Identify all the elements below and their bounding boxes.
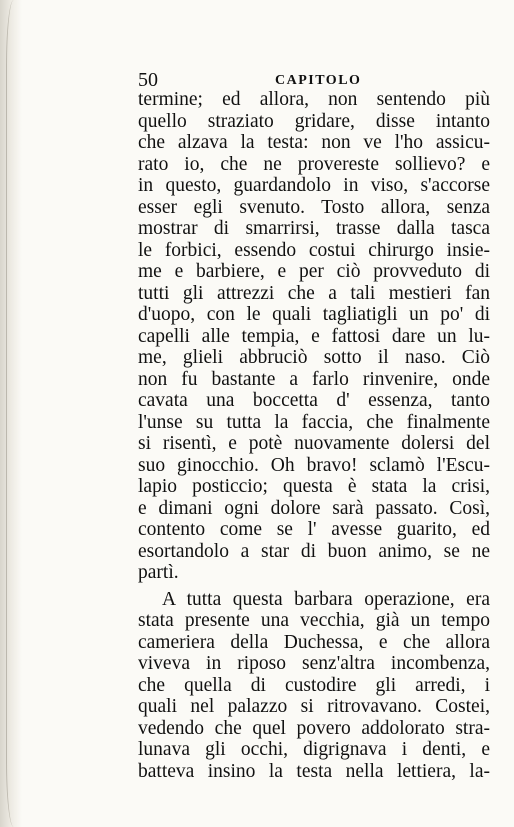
page-number: 50 [138, 69, 158, 91]
text-line: mostrar di smarrirsi, trasse dalla tasca [138, 218, 490, 239]
text-line: capelli alle tempia, e fattosi dare un lu- [138, 325, 490, 347]
text-line: contento come se l' avesse guarito, ed [138, 519, 490, 540]
text-line: termine; ed allora, non sentendo più [138, 89, 490, 110]
text-line: suo ginocchio. Oh bravo! sclamò l'Escu- [138, 454, 490, 476]
text-line: A tutta questa barbara operazione, era [162, 588, 490, 610]
text-line: che quella di custodire gli arredi, i [138, 674, 490, 696]
running-title: CAPITOLO [275, 73, 362, 88]
text-line: le forbici, essendo costui chirurgo insie- [138, 239, 490, 261]
text-line: che alzava la testa: non ve l'ho assicu- [138, 132, 490, 153]
text-line: stata presente una vecchia, già un tempo [138, 610, 490, 631]
text-line: lunava gli occhi, digrignava i denti, e [138, 739, 490, 760]
page-edge [6, 0, 25, 827]
text-line: me e barbiere, e per ciò provveduto di [138, 261, 490, 282]
text-line: viveva in riposo senz'altra incombenza, [138, 653, 490, 674]
text-line: esser egli svenuto. Tosto allora, senza [138, 196, 490, 218]
text-line: rato io, che ne provereste sollievo? e [138, 153, 490, 175]
paragraph-1 [138, 89, 490, 584]
text-line: quali nel palazzo si ritrovavano. Costei, [138, 696, 490, 717]
text-line: quello straziato gridare, disse intanto [138, 110, 490, 132]
text-line: d'uopo, con le quali tagliatigli un po' di [138, 304, 490, 325]
paragraph-2 [138, 589, 490, 783]
text-line: tutti gli attrezzi che a tali mestieri fan [138, 282, 490, 304]
body-text [138, 89, 490, 782]
text-line: cavata una boccetta d' essenza, tanto [138, 390, 490, 411]
text-line: e dimani ogni dolore sarà passato. Così, [138, 497, 490, 519]
text-line: non fu bastante a farlo rinvenire, onde [138, 368, 490, 390]
text-line: me, glieli abbruciò sotto il naso. Ciò [138, 347, 490, 368]
text-line: partì. [138, 562, 179, 583]
text-line: lapio posticcio; questa è stata la crisi, [138, 476, 490, 497]
text-line: vedendo che quel povero addolorato stra- [138, 717, 490, 739]
text-line: in questo, guardandolo in viso, s'accorse [138, 175, 490, 196]
text-line: batteva insino la testa nella lettiera, la- [138, 760, 490, 782]
text-line: l'unse su tutta la faccia, che finalmente [138, 411, 490, 433]
text-line: esortandolo a star di buon animo, se ne [138, 540, 490, 562]
text-line: cameriera della Duchessa, e che allora [138, 631, 490, 653]
text-line: si risentì, e potè nuovamente dolersi del [138, 433, 490, 454]
